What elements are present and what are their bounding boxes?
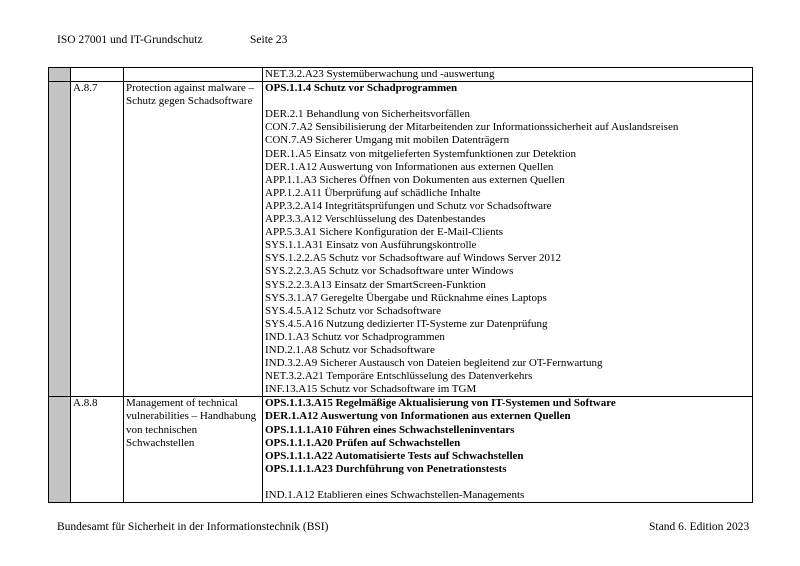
related-requirement: APP.3.3.A12 Verschlüsselung des Datenbestandes [265, 213, 486, 226]
related-requirement: NET.3.2.A23 Systemüberwachung und -auswertung [265, 68, 495, 80]
primary-requirement: OPS.1.1.1.A22 Automatisierte Tests auf Schwachstellen [265, 449, 524, 462]
control-title-line: von technischen [126, 423, 198, 436]
related-requirement: NET.3.2.A21 Temporäre Entschlüsselung des Datenverkehrs [265, 370, 533, 383]
control-title-line: Protection against malware – [126, 82, 254, 95]
header-page-number: Seite 23 [250, 34, 288, 46]
related-requirement: CON.7.A9 Sicherer Umgang mit mobilen Datenträgern [265, 134, 510, 147]
module-requirements-cell [263, 397, 753, 503]
footer-publisher: Bundesamt für Sicherheit in der Informationstechnik (BSI) [57, 521, 329, 533]
control-title-cell [124, 397, 263, 503]
spacer [265, 476, 752, 489]
control-title-cell [124, 68, 263, 82]
primary-requirement: OPS.1.1.1.A23 Durchführung von Penetrationstests [265, 462, 507, 475]
module-requirements-cell [263, 68, 753, 82]
control-title-line: Schutz gegen Schadsoftware [126, 95, 253, 108]
primary-requirement: OPS.1.1.4 Schutz vor Schadprogrammen [265, 82, 458, 95]
related-requirement: DER.2.1 Behandlung von Sicherheitsvorfällen [265, 108, 470, 121]
table-row [49, 82, 753, 397]
related-requirement: APP.1.2.A11 Überprüfung auf schädliche Inhalte [265, 186, 481, 199]
related-requirement: INF.13.A15 Schutz vor Schadsoftware im TGM [265, 383, 477, 396]
primary-requirement: DER.1.A12 Auswertung von Informationen aus externen Quellen [265, 410, 571, 423]
mapping-table [48, 67, 753, 503]
related-requirement: SYS.4.5.A16 Nutzung dedizierter IT-Systeme zur Datenprüfung [265, 317, 548, 330]
control-title-line: vulnerabilities – Handhabung [126, 410, 257, 423]
related-requirement: DER.1.A5 Einsatz von mitgelieferten Systemfunktionen zur Detektion [265, 147, 576, 160]
control-title-cell [124, 82, 263, 397]
header-title: ISO 27001 und IT-Grundschutz [57, 34, 203, 46]
related-requirement: SYS.4.5.A12 Schutz vor Schadsoftware [265, 304, 441, 317]
control-id-cell [71, 68, 124, 82]
related-requirement: APP.3.2.A14 Integritätsprüfungen und Schutz vor Schadsoftware [265, 199, 552, 212]
related-requirement: SYS.1.1.A31 Einsatz von Ausführungskontrolle [265, 239, 477, 252]
spacer [265, 95, 752, 108]
table-row [49, 68, 753, 82]
primary-requirement: OPS.1.1.3.A15 Regelmäßige Aktualisierung von IT-Systemen und Software [265, 397, 616, 410]
related-requirement: SYS.1.2.2.A5 Schutz vor Schadsoftware auf Windows Server 2012 [265, 252, 562, 265]
related-requirement: SYS.2.2.3.A5 Schutz vor Schadsoftware unter Windows [265, 265, 514, 278]
related-requirement: IND.2.1.A8 Schutz vor Schadsoftware [265, 343, 435, 356]
related-requirement: IND.3.2.A9 Sicherer Austausch von Dateien begleitend zur OT-Fernwartung [265, 357, 603, 370]
related-requirement: SYS.2.2.3.A13 Einsatz der SmartScreen-Funktion [265, 278, 486, 291]
table-row [49, 397, 753, 503]
footer-edition: Stand 6. Edition 2023 [649, 521, 750, 533]
control-id-cell: A.8.7 [71, 82, 124, 397]
related-requirement: DER.1.A12 Auswertung von Informationen aus externen Quellen [265, 160, 554, 173]
primary-requirement: OPS.1.1.1.A20 Prüfen auf Schwachstellen [265, 436, 461, 449]
control-id-cell: A.8.8 [71, 397, 124, 503]
control-title-line: Schwachstellen [126, 436, 195, 449]
shaded-cell [49, 68, 71, 82]
control-title-line: Management of technical [126, 397, 238, 410]
primary-requirement: OPS.1.1.1.A10 Führen eines Schwachstelleninventars [265, 423, 515, 436]
module-requirements-cell [263, 82, 753, 397]
related-requirement: APP.1.1.A3 Sicheres Öffnen von Dokumenten aus externen Quellen [265, 173, 565, 186]
shaded-cell [49, 397, 71, 503]
related-requirement: CON.7.A2 Sensibilisierung der Mitarbeitenden zur Informationssicherheit auf Auslandsreisen [265, 121, 679, 134]
shaded-cell [49, 82, 71, 397]
related-requirement: IND.1.A12 Etablieren eines Schwachstellen-Managements [265, 489, 525, 501]
related-requirement: IND.1.A3 Schutz vor Schadprogrammen [265, 330, 445, 343]
related-requirement: SYS.3.1.A7 Geregelte Übergabe und Rücknahme eines Laptops [265, 291, 547, 304]
related-requirement: APP.5.3.A1 Sichere Konfiguration der E-Mail-Clients [265, 226, 503, 239]
